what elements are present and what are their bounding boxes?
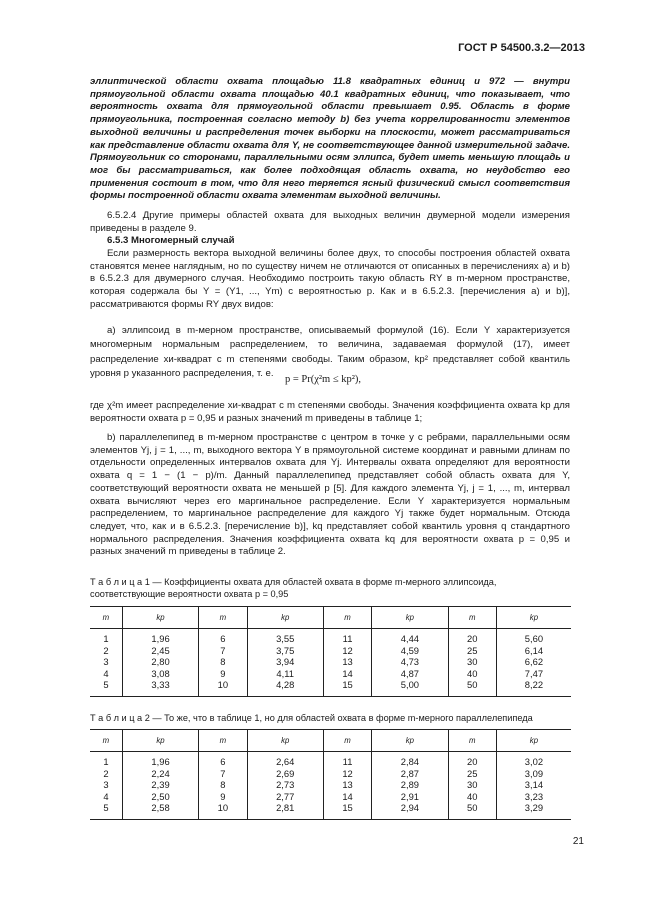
table-column-kp: 4,44 4,59 4,73 4,87 5,00 [372, 629, 448, 697]
table-header-cell: m [323, 730, 371, 752]
table-column-m: 1 2 3 4 5 [90, 752, 122, 820]
table-column-m: 1 2 3 4 5 [90, 629, 122, 697]
table-column-kp: 5,60 6,14 6,62 7,47 8,22 [524, 633, 544, 691]
table-column-kp: 3,02 3,09 3,14 3,23 3,29 [524, 756, 544, 814]
table-header-cell: kp [247, 730, 323, 752]
table-header-cell: m [90, 730, 122, 752]
table-header-cell: m [448, 607, 496, 629]
table-column-m: 20 25 30 40 50 [448, 752, 496, 820]
table1-caption: Т а б л и ц а 1 — Коэффициенты охвата для областей охвата в форме m-мерного эллипсоида, соответствующие вероятности охвата p = 0,95 [90, 577, 497, 600]
table-header-row [90, 730, 571, 752]
table-column-kp: 2,84 2,87 2,89 2,91 2,94 [372, 752, 448, 820]
table-header-cell: m [448, 730, 496, 752]
table-header-row [90, 607, 571, 629]
table-2 [90, 729, 571, 820]
table-1 [90, 606, 571, 697]
table-row [90, 629, 571, 697]
page-number: 21 [572, 836, 584, 847]
table-column-m: 6 7 8 9 10 [199, 629, 247, 697]
paragraph-item-a: а) эллипсоид в m-мерном пространстве, описываемый формулой (16). Если Y характеризуется многомерным нормальным распределением, то величина, задаваемая формулой (17), имеет распределение хи-квадрат с m степенями свободы. Таким образом, kp² представляет собой квантиль уровня p указанного распределения, т. е. [90, 325, 570, 379]
table-column-m: 11 12 13 14 15 [323, 629, 371, 697]
table-header-cell: kp [372, 730, 448, 752]
table-column-kp: 1,96 2,45 2,80 3,08 3,33 [122, 629, 198, 697]
italic-paragraph: эллиптической области охвата площадью 11.8 квадратных единиц и 972 — внутри прямоугольной области охвата площадью 40.1 квадратных единиц, что показывает, что вероятность охвата для прямоугольной области превышает 0.95. Область в форме прямоугольника, построенная согласно методу b) без учета коррелированности элементов выходной величины и распределения точек выборки на плоскости, может рассматриваться как представление области охвата для Y, не соответствующее данной измерительной задаче. Прямоугольник со сторонами, параллельными осям эллипса, будет иметь меньшую площадь и мог бы рассматриваться, как более подходящая область охвата, но неудобство его применения состоит в том, что для него теряется ясный физический смысл соответствия формы построенной области охвата элементам выходной величины. [90, 76, 570, 202]
paragraph-item-b: b) параллелепипед в m-мерном пространстве с центром в точке y с ребрами, параллельными осям элементов Yj, j = 1, ..., m, выходного вектора Y в прямоугольной системе координат и равными длинам по отдельности определенных интервалов охвата для Yj. Интервалы охвата определяют для вероятности охвата q = 1 − (1 − p)/m. Данный параллелепипед представляет собой область охвата для Y, соответствующий вероятности охвата не меньшей p [5]. Для каждого элемента Yj, j = 1, ..., m, интервал охвата вычисляют через его маргинальное распределение. Если Y характеризуется нормальным распределением, то маргинальное распределение для каждого Yj также будет нормальным. Отсюда следует, что, как и в 6.5.2.3. [перечисление b)], kq представляет собой квантиль уровня q стандартного нормального распределения. Значения коэффициента охвата kq для вероятности охвата p = 0,95 и разных значений m приведены в таблице 2. [90, 432, 570, 558]
document-header: ГОСТ Р 54500.3.2—2013 [458, 42, 585, 54]
table-column-kp: 1,96 2,24 2,39 2,50 2,58 [122, 752, 198, 820]
table-header-cell: kp [247, 607, 323, 629]
table-header-cell: m [90, 607, 122, 629]
table-header-cell: m [199, 607, 247, 629]
table-header-cell: m [323, 607, 371, 629]
table-header-cell: kp [372, 607, 448, 629]
paragraph-where: где χ²m имеет распределение хи-квадрат с m степенями свободы. Значения коэффициента охвата kp для вероятности охвата p = 0,95 и разных значений m приведены в таблице 1; [90, 400, 570, 424]
paragraph-intro: Если размерность вектора выходной величины более двух, то способы построения областей охвата становятся менее наглядным, но по существу ничем не отличаются от описанных в перечислениях а) и b) в 6.5.2.3 для двумерного случая. Необходимо построить такую область RY в m-мерном пространстве, которая содержала бы Y = (Y1, ..., Ym) с вероятностью p. Как и в 6.5.2.3. [перечисления a) и b)], рассматриваются формы RY двух видов: [90, 248, 570, 310]
table-column-m: 6 7 8 9 10 [199, 752, 247, 820]
table-column-m: 11 12 13 14 15 [323, 752, 371, 820]
table-column-m: 20 25 30 40 50 [448, 629, 496, 697]
table2-caption: Т а б л и ц а 2 — То же, что в таблице 1, но для областей охвата в форме m-мерного параллелепипеда [90, 713, 533, 723]
table-header-cell: kp [529, 736, 539, 745]
table-header-cell: kp [122, 730, 198, 752]
section-heading: 6.5.3 Многомерный случай [107, 235, 235, 246]
table-header-cell: m [199, 730, 247, 752]
table-header-cell: kp [529, 613, 539, 622]
table-column-kp: 3,55 3,75 3,94 4,11 4,28 [247, 629, 323, 697]
paragraph-6-5-2-4: 6.5.2.4 Другие примеры областей охвата для выходных величин двумерной модели измерения приведены в разделе 9. [90, 210, 570, 234]
formula: p = Pr(χ²m ≤ kp²), [284, 374, 361, 385]
table-header-cell: kp [122, 607, 198, 629]
table-row [90, 752, 571, 820]
table-column-kp: 2,64 2,69 2,73 2,77 2,81 [247, 752, 323, 820]
